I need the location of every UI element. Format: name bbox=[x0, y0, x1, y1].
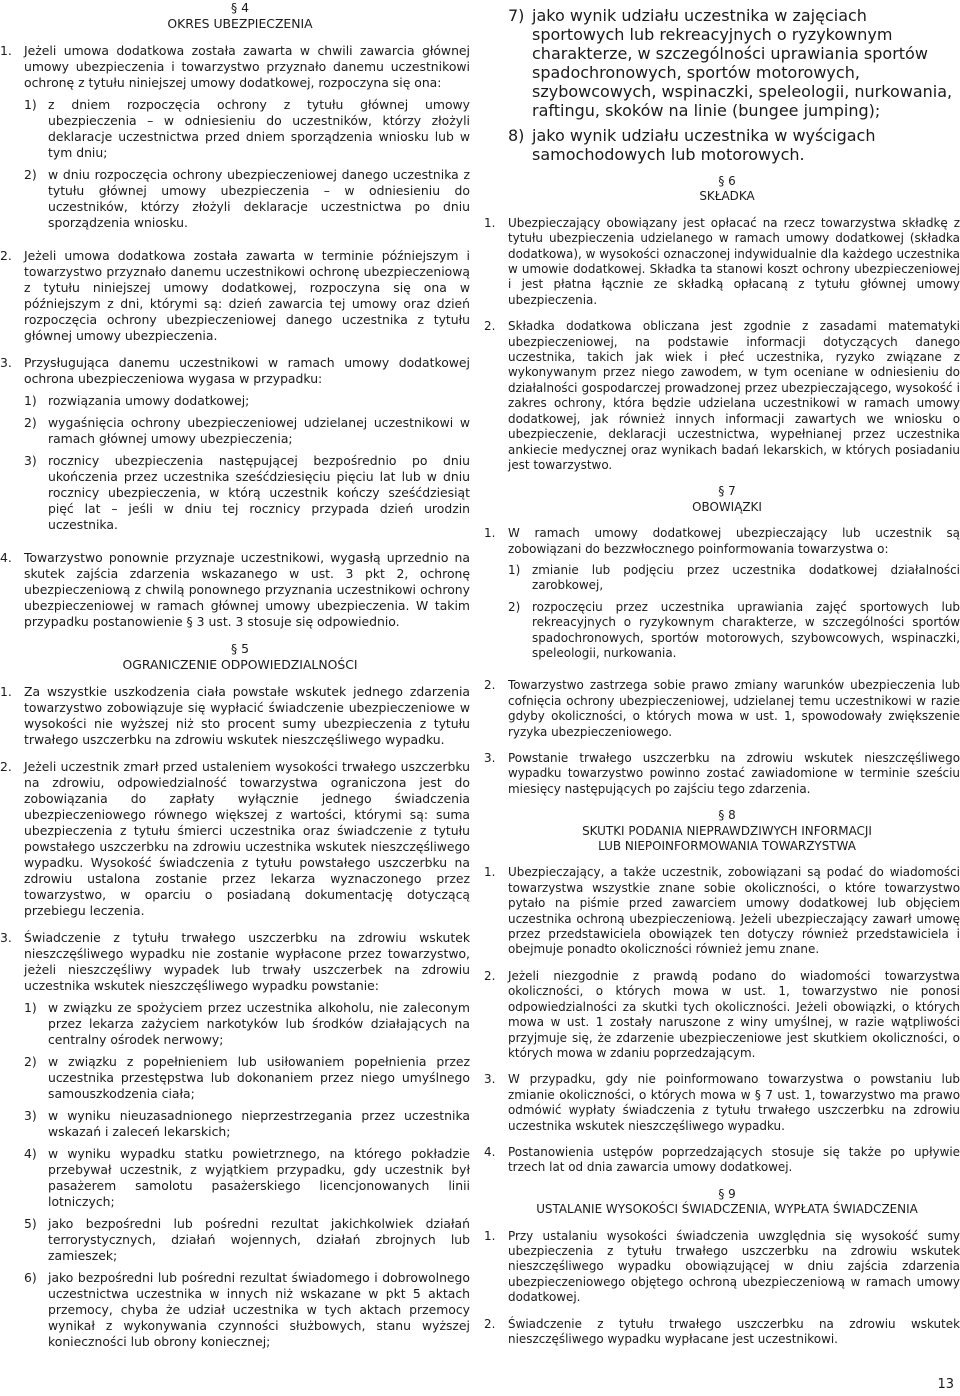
paragraph-text: Przy ustalaniu wysokości świadczenia uwzględnia się wysokość sumy ubezpieczenia z tytułu trwałego uszczerbku na zdrowiu wskutek nieszczęśliwego wypadku obowiązującej w dniu zajścia zdarzenia ubezpieczeniowego objętego ochroną ubezpieczeniową w ramach umowy dodatkowej. bbox=[508, 1228, 960, 1305]
list-item-number: 3) bbox=[24, 453, 37, 468]
numbered-paragraph bbox=[0, 248, 470, 344]
paragraph-body bbox=[508, 1317, 960, 1348]
paragraph-body bbox=[508, 751, 960, 797]
paragraph-body bbox=[508, 678, 960, 740]
section-heading bbox=[484, 808, 960, 854]
paragraph-text: Ubezpieczający, a także uczestnik, zobowiązani są podać do wiadomości towarzystwa wszystkie znane sobie okoliczności, o które towarzystwo pytało na piśmie przed zawarciem umowy dodatkowej lub objęciem uczestnika ochroną ubezpieczeniową. Jeżeli ubezpieczający zawarł umowę przez przedstawiciela obowiązek ten dotyczy również przedstawiciela i obejmuje ponadto okoliczności również jemu znane. bbox=[508, 865, 960, 957]
paragraph-text: Świadczenie z tytułu trwałego uszczerbku na zdrowiu wskutek nieszczęśliwego wypadku wypłacane jest uczestnikowi. bbox=[508, 1316, 960, 1346]
paragraph-number: 1. bbox=[0, 43, 12, 58]
numbered-paragraph bbox=[484, 1145, 960, 1176]
numbered-paragraph bbox=[484, 1229, 960, 1306]
paragraph-text: Jeżeli umowa dodatkowa została zawarta w terminie późniejszym i towarzystwo przyznało danemu uczestnikowi ochronę ubezpieczeniową z tytułu niniejszej umowy dodatkowej, rozpoczyna się ona w późniejszym z dni, którymi są: dzień zawarcia tej umowy oraz dzień rozpoczęcia ochrony ubezpieczeniowej danego uczestnika z tytułu głównej umowy ubezpieczenia. bbox=[24, 248, 470, 343]
page-number: 13 bbox=[937, 1377, 954, 1392]
paragraph-number: 1. bbox=[484, 865, 496, 880]
paragraph-body bbox=[508, 526, 960, 667]
paragraph-text: Powstanie trwałego uszczerbku na zdrowiu wskutek nieszczęśliwego wypadku towarzystwo powinno zostać zawiadomione w terminie sześciu miesięcy następujących po zajściu tego zdarzenia. bbox=[508, 751, 960, 796]
paragraph-text: Postanowienia ustępów poprzedzających stosuje się także po upływie trzech lat od dnia zawarcia umowy dodatkowej. bbox=[508, 1144, 960, 1175]
list-item-number: 3) bbox=[24, 1108, 37, 1123]
left-column bbox=[0, 0, 470, 1367]
list-item-number: 1) bbox=[24, 97, 37, 112]
list-item bbox=[24, 1216, 470, 1264]
numbered-paragraph bbox=[484, 1072, 960, 1134]
paragraph-number: 2. bbox=[484, 678, 496, 693]
numbered-paragraph bbox=[0, 930, 470, 1356]
list-item-text: zmianie lub podjęciu przez uczestnika dodatkowej działalności zarobkowej, bbox=[532, 562, 960, 593]
list-item-text: jako bezpośredni lub pośredni rezultat świadomego i dobrowolnego uczestnictwa uczestnika w innych niż wskazane w pkt 5 aktach przemocy, chyba że udział uczestnika w tych aktach przemocy wynikał z wykonywania czynności służbowych, stanu wyższej konieczności lub obrony koniecznej; bbox=[48, 1270, 470, 1349]
list-item-number: 6) bbox=[24, 1270, 37, 1285]
list-item bbox=[24, 393, 470, 409]
paragraph-number: 2. bbox=[0, 248, 12, 263]
paragraph-text: Towarzystwo zastrzega sobie prawo zmiany warunków ubezpieczenia lub cofnięcia ochrony ubezpieczeniowej, udzielanej temu uczestnikowi w razie gdyby okoliczności, o których mowa w ust. 1, spowodowały zwiększenie ryzyka ubezpieczeniowego. bbox=[508, 678, 960, 739]
list-item-number: 1) bbox=[24, 393, 37, 408]
section-heading bbox=[0, 0, 470, 32]
section-heading bbox=[484, 174, 960, 205]
section-title: USTALANIE WYSOKOŚCI ŚWIADCZENIA, WYPŁATA ŚWIADCZENIA bbox=[536, 1202, 918, 1217]
paragraph-body bbox=[24, 930, 470, 1356]
paragraph-text: Towarzystwo ponownie przyznaje uczestnikowi, wygasłą uprzednio na skutek zajścia zdarzenia wskazanego w ust. 3 pkt 2, ochronę ubezpieczeniową z chwilą ponownego przyznania uczestnikowi ochrony ubezpieczeniowej w ramach głównej umowy ubezpieczenia. W takim przypadku postanowienie § 3 ust. 3 stosuje się odpowiednio. bbox=[24, 550, 470, 629]
list-item-text: jako bezpośredni lub pośredni rezultat jakichkolwiek działań terrorystycznych, działań wojennych, działań zbrojnych lub zamieszek; bbox=[48, 1216, 470, 1263]
list-continuation bbox=[508, 6, 960, 164]
paragraph-body bbox=[508, 1072, 960, 1134]
list-item-number: 7) bbox=[508, 6, 525, 25]
section-heading bbox=[0, 641, 470, 673]
paragraph-text: Ubezpieczający obowiązany jest opłacać na rzecz towarzystwa składkę z tytułu ubezpieczenia udzielanego w ramach umowy dodatkowej (składka dodatkowa), w wysokości oznaczonej indywidualnie dla każdego uczestnika w umowie dodatkowej. Składka ta stanowi koszt ochrony ubezpieczeniowej i jest płatna łącznie ze składką opłacaną z tytułu głównej umowy ubezpieczenia. bbox=[508, 215, 960, 307]
section-title: SKŁADKA bbox=[699, 189, 755, 204]
list-item-text: w związku ze spożyciem przez uczestnika alkoholu, nie zaleconym przez lekarza zażyciem narkotyków lub środków działających na centralny ośrodek nerwowy; bbox=[48, 1000, 470, 1047]
section-sign: § 9 bbox=[718, 1186, 736, 1201]
paragraph-body bbox=[24, 248, 470, 344]
paragraph-body bbox=[24, 550, 470, 630]
paragraph-body bbox=[508, 216, 960, 308]
numbered-paragraph bbox=[484, 751, 960, 797]
list-item bbox=[24, 1146, 470, 1210]
list-item bbox=[24, 415, 470, 447]
paragraph-number: 3. bbox=[484, 1072, 496, 1087]
paragraph-number: 4. bbox=[0, 550, 12, 565]
section-sign: § 4 bbox=[230, 0, 250, 15]
section-heading bbox=[484, 1187, 960, 1218]
numbered-paragraph bbox=[484, 216, 960, 308]
paragraph-number: 1. bbox=[484, 1228, 496, 1243]
paragraph-number: 1. bbox=[0, 684, 12, 699]
numbered-paragraph bbox=[0, 43, 470, 237]
section-title: SKUTKI PODANIA NIEPRAWDZIWYCH INFORMACJI bbox=[582, 823, 872, 838]
paragraph-number: 2. bbox=[484, 319, 496, 334]
list-item-text: z dniem rozpoczęcia ochrony z tytułu głównej umowy ubezpieczenia – w odniesieniu do uczestników, którzy złożyli deklaracje uczestnictwa przed dniem sporządzenia wniosku lub w tym dniu; bbox=[48, 97, 470, 160]
paragraph-number: 4. bbox=[484, 1144, 496, 1159]
list-item bbox=[24, 1108, 470, 1140]
paragraph-number: 3. bbox=[0, 930, 12, 945]
list-item-number: 2) bbox=[24, 167, 37, 182]
list-item-text: jako wynik udziału uczestnika w wyścigach samochodowych lub motorowych. bbox=[532, 126, 876, 164]
paragraph-body bbox=[24, 684, 470, 748]
list-item-number: 2) bbox=[24, 415, 37, 430]
list-item bbox=[24, 167, 470, 231]
paragraph-text: W przypadku, gdy nie poinformowano towarzystwa o powstaniu lub zmianie okoliczności, o których mowa w § 7 ust. 1, towarzystwo ma prawo odmówić wypłaty świadczenia z tytułu trwałego uszczerbku na zdrowiu uczestnika wskutek nieszczęśliwego wypadku. bbox=[508, 1072, 960, 1133]
paragraph-text: Jeżeli niezgodnie z prawdą podano do wiadomości towarzystwa okoliczności, o których mowa w ust. 1, towarzystwo nie ponosi odpowiedzialności za skutki tych okoliczności. Jeżeli obowiązki, o których mowa w ust. 1 zostały naruszone z winy umyślnej, w razie wątpliwości przyjmuje się, że zdarzenie ubezpieczeniowe jest skutkiem okoliczności, o których mowa w zdaniu poprzedzającym. bbox=[508, 968, 960, 1060]
list-item bbox=[508, 563, 960, 594]
paragraph-body bbox=[508, 319, 960, 473]
paragraph-number: 1. bbox=[484, 526, 496, 541]
paragraph-text: Jeżeli uczestnik zmarł przed ustaleniem wysokości trwałego uszczerbku na zdrowiu, odpowiedzialność towarzystwa ograniczona jest do zobowiązania do zapłaty wyłącznie jednego świadczenia ubezpieczeniowego równego większej z wartości, którymi są: suma ubezpieczenia z tytułu śmierci uczestnika oraz świadczenie z tytułu powstałego uszczerbku na zdrowiu uczestnika wskutek nieszczęśliwego wypadku. Wysokość świadczenia z tytułu powstałego uszczerbku na zdrowiu ustalona zostanie przez lekarza wyznaczonego przez towarzystwo, w oparciu o posiadaną dokumentację dotyczącą przebiegu leczenia. bbox=[24, 759, 470, 918]
paragraph-body bbox=[508, 865, 960, 957]
section-sign: § 8 bbox=[718, 808, 736, 823]
list-item-number: 1) bbox=[24, 1000, 37, 1015]
numbered-paragraph bbox=[484, 678, 960, 740]
list-item bbox=[24, 1054, 470, 1102]
list-item-text: w wyniku wypadku statku powietrznego, na którego pokładzie przebywał uczestnik, z wyjątkiem przypadku, gdy uczestnik był pasażerem samolotu pasażerskiego licencjonowanych linii lotniczych; bbox=[48, 1146, 470, 1209]
numbered-paragraph bbox=[484, 526, 960, 667]
numbered-paragraph bbox=[484, 865, 960, 957]
paragraph-body bbox=[508, 1229, 960, 1306]
list-item-text: w związku z popełnieniem lub usiłowaniem popełnienia przez uczestnika przestępstwa lub dokonaniem przez niego umyślnego samouszkodzenia ciała; bbox=[48, 1054, 470, 1101]
paragraph-number: 3. bbox=[0, 355, 12, 370]
list-item bbox=[24, 97, 470, 161]
paragraph-number: 2. bbox=[0, 759, 12, 774]
paragraph-number: 1. bbox=[484, 215, 496, 230]
numbered-paragraph bbox=[0, 355, 470, 539]
list-item bbox=[24, 1000, 470, 1048]
paragraph-number: 2. bbox=[484, 1316, 496, 1331]
list-item-number: 5) bbox=[24, 1216, 37, 1231]
paragraph-body bbox=[508, 969, 960, 1061]
right-column bbox=[484, 0, 960, 1358]
section-title: OBOWIĄZKI bbox=[692, 499, 762, 514]
paragraph-number: 3. bbox=[484, 751, 496, 765]
list-item-text: jako wynik udziału uczestnika w zajęciach sportowych lub rekreacyjnych o ryzykownym charakterze, w szczególności uprawiania sportów spadochronowych, sportów motorowych, szybowcowych, wspinaczki, speleologii, nurkowania, raftingu, skoków na linie (bungee jumping); bbox=[532, 6, 953, 120]
list-item-text: rozwiązania umowy dodatkowej; bbox=[48, 393, 250, 408]
section-title-line2: LUB NIEPOINFORMOWANIA TOWARZYSTWA bbox=[598, 839, 856, 854]
paragraph-text: W ramach umowy dodatkowej ubezpieczający lub uczestnik są zobowiązani do bezzwłocznego poinformowania towarzystwa o: bbox=[508, 526, 960, 556]
list-item-text: wygaśnięcia ochrony ubezpieczeniowej udzielanej uczestnikowi w ramach głównej umowy ubezpieczenia; bbox=[48, 415, 470, 446]
list-item-number: 2) bbox=[508, 599, 521, 614]
paragraph-body bbox=[24, 355, 470, 539]
section-title: OKRES UBEZPIECZENIA bbox=[167, 16, 313, 31]
list-item-number: 8) bbox=[508, 126, 525, 145]
numbered-paragraph bbox=[484, 969, 960, 1061]
list-item bbox=[24, 453, 470, 533]
paragraph-text: Za wszystkie uszkodzenia ciała powstałe wskutek jednego zdarzenia towarzystwo zobowiązuje się wypłacić świadczenie ubezpieczeniowe w wysokości nie wyższej niż sto procent sumy ubezpieczenia z tytułu trwałego uszczerbku na zdrowiu wskutek nieszczęśliwego wypadku. bbox=[24, 684, 470, 747]
paragraph-text: Przysługująca danemu uczestnikowi w ramach umowy dodatkowej ochrona ubezpieczeniowa wygasa w przypadku: bbox=[24, 355, 470, 386]
paragraph-text: Świadczenie z tytułu trwałego uszczerbku na zdrowiu wskutek nieszczęśliwego wypadku nie zostanie wypłacone przez towarzystwo, jeżeli nieszczęśliwy wypadek lub trwały uszczerbek na zdrowiu uczestnika wskutek nieszczęśliwego wypadku powstanie: bbox=[24, 930, 470, 993]
paragraph-body bbox=[508, 1145, 960, 1176]
paragraph-text: Składka dodatkowa obliczana jest zgodnie z zasadami matematyki ubezpieczeniowej, na podstawie informacji dotyczących danego uczestnika, takich jak wiek i płeć uczestnika, ryzyko związane z wykonywanym przez niego zawodem, w tym oceniane w odniesieniu do działalności gospodarczej prowadzonej przez ubezpieczającego, wysokość i zakres ochrony, która będzie udzielana uczestnikowi w ramach umowy dodatkowej, jak również innych informacji zawartych we wniosku o ubezpieczenie, deklaracji uczestnictwa, wypełnianej przez uczestnika ankiecie medycznej oraz wynikach badań lekarskich, w których posiadaniu jest towarzystwo. bbox=[508, 319, 960, 472]
section-heading bbox=[484, 484, 960, 515]
section-sign: § 7 bbox=[718, 484, 736, 499]
paragraph-body bbox=[24, 759, 470, 919]
list-item-text: w wyniku nieuzasadnionego nieprzestrzegania przez uczestnika wskazań i zaleceń lekarskich; bbox=[48, 1108, 470, 1139]
list-item-text: w dniu rozpoczęcia ochrony ubezpieczeniowej danego uczestnika z tytułu głównej umowy ubezpieczenia – w odniesieniu do uczestników, którzy złożyli deklaracje uczestnictwa po dniu sporządzenia wniosku. bbox=[48, 167, 470, 230]
list-item bbox=[508, 6, 960, 120]
section-sign: § 5 bbox=[230, 641, 250, 656]
list-item bbox=[24, 1270, 470, 1350]
numbered-paragraph bbox=[484, 319, 960, 473]
list-item-number: 2) bbox=[24, 1054, 37, 1069]
numbered-paragraph bbox=[0, 684, 470, 748]
paragraph-body bbox=[24, 43, 470, 237]
numbered-paragraph bbox=[0, 759, 470, 919]
list-item-text: rocznicy ubezpieczenia następującej bezpośrednio po dniu ukończenia przez uczestnika sześćdziesięciu pięciu lat lub w dniu rocznicy ubezpieczenia, w którą uczestnik kończy sześćdziesiąt pięć lat – jeśli w dniu tej rocznicy przypada dzień urodzin uczestnika. bbox=[48, 453, 470, 532]
list-item-text: rozpoczęciu przez uczestnika uprawiania zajęć sportowych lub rekreacyjnych o ryzykownym charakterze, w szczególności sportów spadochronowych, sportów motorowych, szybowcowych, wspinaczki, speleologii, nurkowania. bbox=[532, 599, 960, 660]
list-item bbox=[508, 600, 960, 662]
numbered-paragraph bbox=[0, 550, 470, 630]
paragraph-text: Jeżeli umowa dodatkowa została zawarta w chwili zawarcia głównej umowy ubezpieczenia i towarzystwo przyznało danemu uczestnikowi ochronę z tytułu niniejszej umowy dodatkowej, rozpoczyna się ona: bbox=[24, 43, 470, 90]
section-sign: § 6 bbox=[718, 174, 736, 188]
paragraph-number: 2. bbox=[484, 968, 496, 983]
list-item-number: 4) bbox=[24, 1146, 37, 1161]
list-item-number: 1) bbox=[508, 562, 521, 577]
numbered-paragraph bbox=[484, 1317, 960, 1348]
section-title: OGRANICZENIE ODPOWIEDZIALNOŚCI bbox=[122, 657, 358, 672]
list-item bbox=[508, 126, 960, 164]
